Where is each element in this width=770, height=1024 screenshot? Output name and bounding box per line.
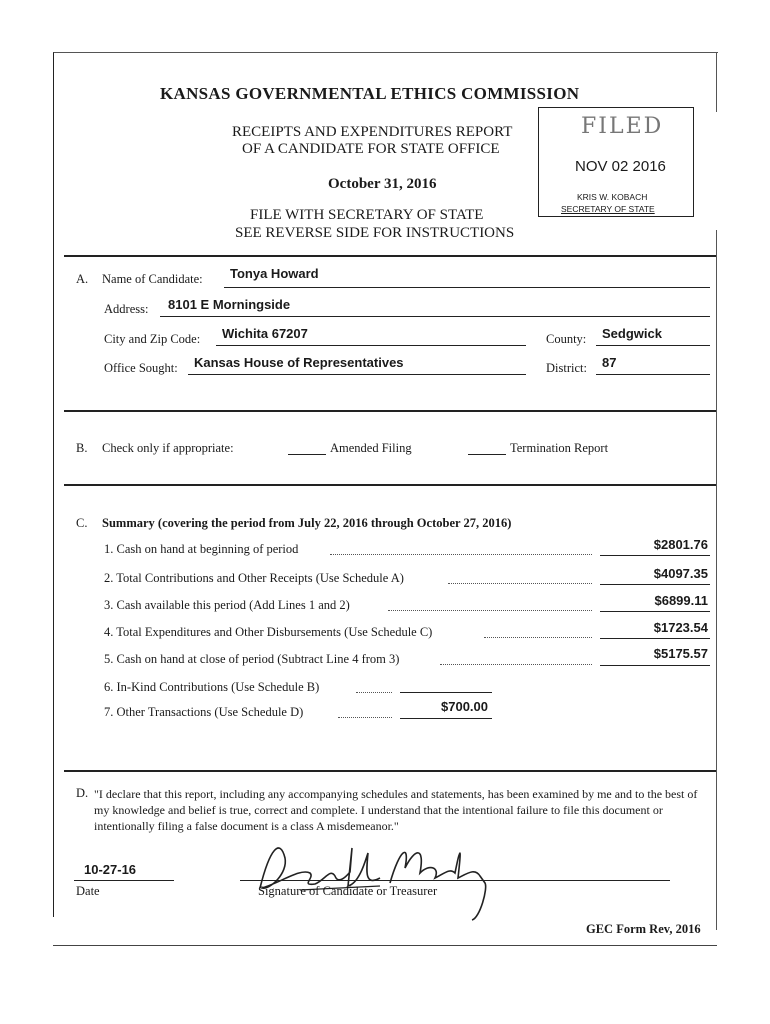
summary-line-7-label: 7. Other Transactions (Use Schedule D) (104, 705, 304, 719)
frame-edge (716, 52, 717, 112)
county-value: Sedgwick (602, 326, 662, 341)
leader-dots (388, 610, 592, 611)
city-zip-value: Wichita 67207 (222, 326, 308, 341)
leader-dots (338, 717, 392, 718)
commission-title: KANSAS GOVERNMENTAL ETHICS COMMISSION (160, 84, 580, 103)
file-with-text: FILE WITH SECRETARY OF STATE (250, 207, 484, 223)
summary-line-1-value: $2801.76 (653, 537, 708, 552)
summary-line-7-value: $700.00 (441, 699, 488, 714)
summary-line-2-label: 2. Total Contributions and Other Receipts (Use Schedule A) (104, 571, 404, 585)
city-zip-underline (216, 345, 526, 346)
address-label: Address: (104, 302, 149, 316)
summary-line-6-underline (400, 692, 492, 693)
summary-line-5-label: 5. Cash on hand at close of period (Subtract Line 4 from 3) (104, 652, 400, 666)
summary-line-1-underline (600, 555, 710, 556)
declaration-text: "I declare that this report, including any accompanying schedules and statements, has been examined by me and to the best of my knowledge and belief is true, correct and complete. I understand that the intentional failure to file this document or intentionally filing a false document is a class A misdemeanor." (94, 787, 698, 833)
report-date: October 31, 2016 (328, 176, 437, 192)
summary-line-4-value: $1723.54 (653, 620, 708, 635)
section-divider (64, 484, 716, 486)
section-c-letter: C. (76, 516, 88, 530)
form-revision: GEC Form Rev, 2016 (586, 922, 701, 936)
office-sought-underline (188, 374, 526, 375)
date-underline (74, 880, 174, 881)
office-sought-label: Office Sought: (104, 361, 178, 375)
signature-underline (240, 880, 670, 881)
signature-date-value: 10-27-16 (84, 862, 137, 877)
check-only-label: Check only if appropriate: (102, 441, 234, 455)
summary-line-3-value: $6899.11 (654, 593, 708, 608)
bottom-rule (53, 945, 717, 946)
stamp-title: SECRETARY OF STATE (561, 204, 655, 214)
section-b-letter: B. (76, 441, 88, 455)
amended-filing-label: Amended Filing (330, 441, 412, 455)
report-title-line1: RECEIPTS AND EXPENDITURES REPORT (232, 124, 513, 140)
stamp-date: NOV 02 2016 (575, 158, 666, 175)
summary-line-2-underline (600, 584, 710, 585)
summary-line-6-label: 6. In-Kind Contributions (Use Schedule B) (104, 680, 320, 694)
signature-label: Signature of Candidate or Treasurer (258, 884, 438, 898)
amended-filing-checkbox-line[interactable] (288, 454, 326, 455)
stamp-filed-text: FILED (581, 114, 664, 139)
summary-line-4-underline (600, 638, 710, 639)
termination-report-checkbox-line[interactable] (468, 454, 506, 455)
summary-line-1-label: 1. Cash on hand at beginning of period (104, 542, 299, 556)
leader-dots (330, 554, 592, 555)
candidate-name-label: Name of Candidate: (102, 272, 203, 286)
district-value: 87 (602, 355, 617, 370)
district-underline (596, 374, 710, 375)
county-underline (596, 345, 710, 346)
summary-line-5-underline (600, 665, 710, 666)
frame-edge (716, 230, 717, 930)
section-a-letter: A. (76, 272, 89, 286)
stamp-name: KRIS W. KOBACH (577, 192, 648, 202)
summary-line-3-underline (600, 611, 710, 612)
city-zip-label: City and Zip Code: (104, 332, 201, 346)
candidate-name-value: Tonya Howard (230, 266, 319, 281)
signature-drawing (240, 828, 510, 924)
leader-dots (448, 583, 592, 584)
section-divider (64, 770, 716, 772)
filed-stamp (538, 107, 694, 217)
section-divider (64, 410, 716, 412)
section-divider (64, 255, 716, 257)
summary-line-4-label: 4. Total Expenditures and Other Disbursements (Use Schedule C) (104, 625, 433, 639)
candidate-name-underline (224, 287, 710, 288)
summary-line-2-value: $4097.35 (653, 566, 708, 581)
leader-dots (440, 664, 592, 665)
district-label: District: (546, 361, 587, 375)
summary-line-7-underline (400, 718, 492, 719)
report-title-line2: OF A CANDIDATE FOR STATE OFFICE (242, 141, 500, 157)
county-label: County: (546, 332, 587, 346)
section-d-letter: D. (76, 786, 89, 800)
address-underline (160, 316, 710, 317)
leader-dots (484, 637, 592, 638)
see-reverse-text: SEE REVERSE SIDE FOR INSTRUCTIONS (235, 225, 515, 241)
summary-line-3-label: 3. Cash available this period (Add Lines 1 and 2) (104, 598, 350, 612)
date-label: Date (76, 884, 100, 898)
office-sought-value: Kansas House of Representatives (194, 355, 404, 370)
summary-line-5-value: $5175.57 (653, 646, 708, 661)
leader-dots (356, 692, 392, 693)
termination-report-label: Termination Report (510, 441, 609, 455)
address-value: 8101 E Morningside (168, 297, 291, 312)
summary-title: Summary (covering the period from July 22, 2016 through October 27, 2016) (102, 516, 512, 530)
